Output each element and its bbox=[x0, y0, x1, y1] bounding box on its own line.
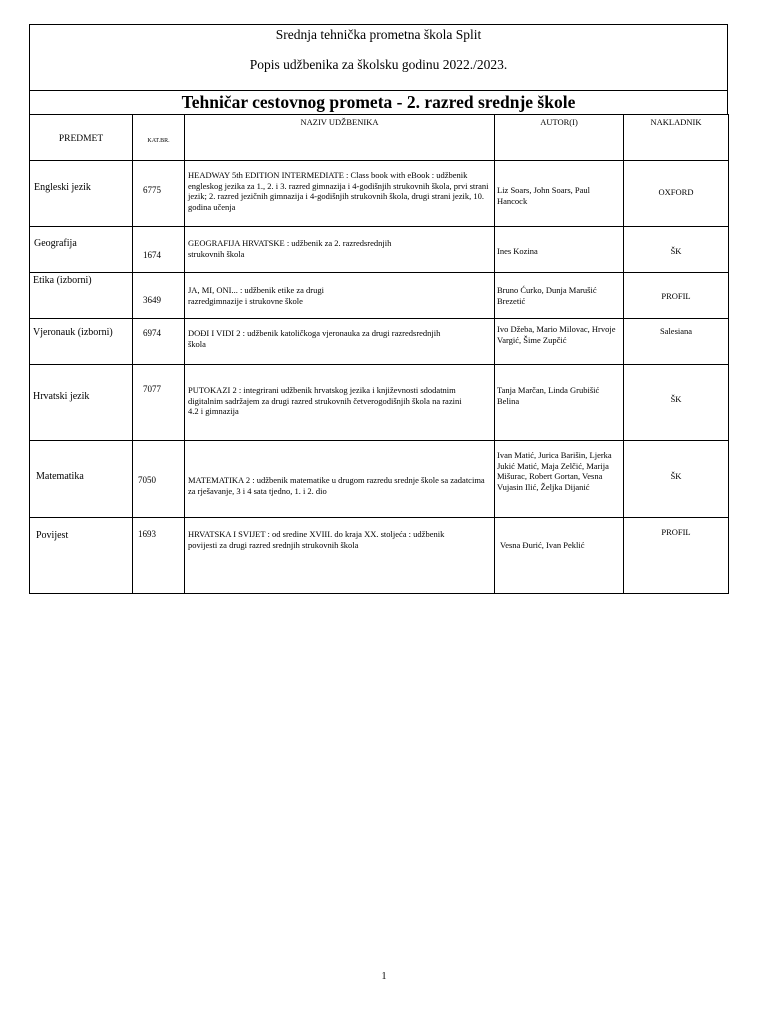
cell-kat: 7050 bbox=[133, 441, 185, 518]
cell-kat: 6775 bbox=[133, 161, 185, 227]
textbook-table bbox=[29, 114, 729, 594]
table-row bbox=[30, 441, 729, 518]
column-header-kat: KAT.BR. bbox=[133, 115, 185, 161]
cell-nakladnik: ŠK bbox=[624, 227, 729, 273]
school-header bbox=[29, 24, 728, 90]
cell-predmet: Engleski jezik bbox=[30, 161, 133, 227]
program-title: Tehničar cestovnog prometa - 2. razred srednje škole bbox=[29, 90, 728, 114]
cell-autor: Ivo Džeba, Mario Milovac, Hrvoje Vargić, Šime Zupčić bbox=[495, 319, 624, 365]
cell-kat: 1674 bbox=[133, 227, 185, 273]
cell-kat: 1693 bbox=[133, 518, 185, 594]
cell-kat: 7077 bbox=[133, 365, 185, 441]
document-subtitle: Popis udžbenika za školsku godinu 2022./2023. bbox=[249, 57, 508, 72]
table-row bbox=[30, 227, 729, 273]
table-row bbox=[30, 319, 729, 365]
cell-nakladnik: ŠK bbox=[624, 365, 729, 441]
cell-nakladnik: PROFIL bbox=[624, 518, 729, 594]
cell-nakladnik: PROFIL bbox=[624, 273, 729, 319]
column-header-predmet: PREDMET bbox=[30, 115, 133, 161]
cell-naziv: HEADWAY 5th EDITION INTERMEDIATE : Class book with eBook : udžbenik engleskog jezika za 1., 2. i 3. razred gimnazija i 4-godišnjih strukovnih škola, prvi strani jezik; 2. razred jezičnih gimnazija i 4-godišnjih strukovnih škola, drugi strani jezik, 10. godina učenja bbox=[185, 161, 495, 227]
table-row bbox=[30, 518, 729, 594]
cell-autor: Tanja Marčan, Linda Grubišić Belina bbox=[495, 365, 624, 441]
cell-kat: 6974 bbox=[133, 319, 185, 365]
cell-naziv: PUTOKAZI 2 : integrirani udžbenik hrvatskog jezika i književnosti sdodatnim digitalnim sadržajem za drugi razred strukovnih četverogodišnjih škola na razini 4.2 i gimnazija bbox=[185, 365, 495, 441]
column-header-naziv: NAZIV UDŽBENIKA bbox=[185, 115, 495, 161]
school-name: Srednja tehnička prometna škola Split bbox=[275, 27, 482, 42]
cell-predmet: Hrvatski jezik bbox=[30, 365, 133, 441]
page-number: 1 bbox=[381, 971, 387, 982]
cell-autor: Liz Soars, John Soars, Paul Hancock bbox=[495, 161, 624, 227]
table-row bbox=[30, 365, 729, 441]
cell-nakladnik: ŠK bbox=[624, 441, 729, 518]
cell-autor: Ines Kozina bbox=[495, 227, 624, 273]
cell-nakladnik: Salesiana bbox=[624, 319, 729, 365]
cell-naziv: GEOGRAFIJA HRVATSKE : udžbenik za 2. razredsrednjih strukovnih škola bbox=[185, 227, 495, 273]
table-row bbox=[30, 273, 729, 319]
cell-predmet: Etika (izborni) bbox=[30, 273, 133, 319]
cell-autor: Vesna Đurić, Ivan Peklić bbox=[495, 518, 624, 594]
table-row bbox=[30, 161, 729, 227]
table-header-row bbox=[30, 115, 729, 161]
cell-naziv: MATEMATIKA 2 : udžbenik matematike u drugom razredu srednje škole sa zadatcima za rješavanje, 3 i 4 sata tjedno, 1. i 2. dio bbox=[185, 441, 495, 518]
cell-predmet: Povijest bbox=[30, 518, 133, 594]
cell-kat: 3649 bbox=[133, 273, 185, 319]
column-header-nakladnik: NAKLADNIK bbox=[624, 115, 729, 161]
cell-predmet: Geografija bbox=[30, 227, 133, 273]
cell-naziv: HRVATSKA I SVIJET : od sredine XVIII. do kraja XX. stoljeća : udžbenik povijesti za drugi razred srednjih strukovnih škola bbox=[185, 518, 495, 594]
document-sheet bbox=[29, 24, 728, 594]
column-header-autor: AUTOR(I) bbox=[495, 115, 624, 161]
cell-predmet: Matematika bbox=[30, 441, 133, 518]
cell-autor: Bruno Ćurko, Dunja Marušić Brezetić bbox=[495, 273, 624, 319]
cell-nakladnik: OXFORD bbox=[624, 161, 729, 227]
cell-naziv: DOĐI I VIDI 2 : udžbenik katoličkoga vjeronauka za drugi razredsrednjih škola bbox=[185, 319, 495, 365]
cell-predmet: Vjeronauk (izborni) bbox=[30, 319, 133, 365]
cell-naziv: JA, MI, ONI... : udžbenik etike za drugi razredgimnazije i strukovne škole bbox=[185, 273, 495, 319]
cell-autor: Ivan Matić, Jurica Barišin, Ljerka Jukić Matić, Maja Zelčić, Marija Mišurac, Robert Gortan, Vesna Vujasin Ilić, Željka Dijanić bbox=[495, 441, 624, 518]
